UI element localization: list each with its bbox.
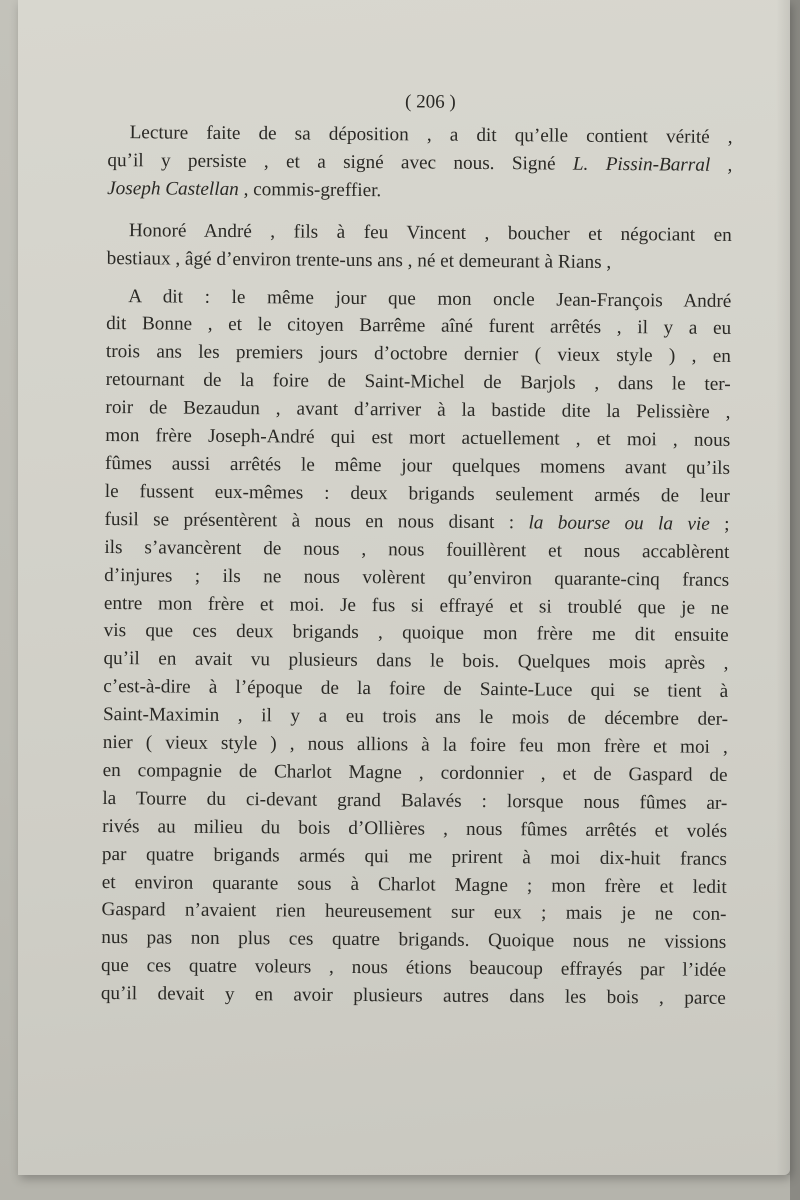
text-line: et environ quarante sous à Charlot Magne ; mon frère et ledit: [101, 871, 727, 898]
text-line: d’injures ; ils ne nous volèrent qu’environ quarante-cinq francs: [104, 564, 730, 591]
page-text: [101, 85, 733, 1013]
text-line: trois ans les premiers jours d’octobre dernier ( vieux style ) , en: [105, 341, 731, 368]
text-line: le fussent eux-mêmes : deux brigands seulement armés de leur: [104, 480, 730, 507]
witness-identity: [107, 217, 732, 278]
deposition-closing: [107, 119, 733, 208]
text-line: Honoré André , fils à feu Vincent , boucher et négociant en: [128, 219, 732, 246]
text-line: par quatre brigands armés qui me prirent à moi dix-huit francs: [101, 843, 728, 870]
text-line: que ces quatre voleurs , nous étions beaucoup effrayés par l’idée: [100, 955, 727, 982]
signature-name: L. Pissin-Barral ,: [572, 153, 733, 176]
text-line: Joseph Castellan , commis-greffier.: [107, 177, 382, 201]
text-line: entre mon frère et moi. Je fus si effrayé et si troublé que je ne: [103, 592, 729, 619]
text-line: mon frère Joseph-André qui est mort actuellement , et moi , nous: [105, 425, 731, 451]
text-line: nier ( vieux style ) , nous allions à la foire feu mon frère et moi ,: [102, 732, 728, 758]
text-line: dit Bonne , et le citoyen Barrême aîné furent arrêtés , il y a eu: [106, 313, 732, 340]
text-line: Lecture faite de sa déposition , a dit qu’elle contient vérité ,: [129, 122, 733, 148]
text-line: Gaspard n’avaient rien heureusement sur eux ; mais je ne con-: [101, 899, 727, 926]
text-line: qu’il devait y en avoir plusieurs autres dans les bois , parce: [100, 983, 726, 1010]
text-line: A dit : le même jour que mon oncle Jean-François André: [128, 285, 732, 312]
book-page: [18, 0, 790, 1175]
text-line: roir de Bezaudun , avant d’arriver à la bastide dite la Pelissière ,: [105, 397, 731, 424]
quoted-phrase: la bourse ou la vie: [528, 512, 710, 535]
text-line: la Tourre du ci-devant grand Balavés : lorsque nous fûmes ar-: [102, 787, 728, 814]
text-line: bestiaux , âgé d’environ trente-uns ans , né et demeurant à Rians ,: [106, 247, 612, 273]
text-line: rivés au milieu du bois d’Ollières , nous fûmes arrêtés et volés: [102, 815, 728, 842]
page-number: ( 206 ): [404, 91, 456, 113]
text-line: qu’il en avait vu plusieurs dans le bois. Quelques mois après ,: [103, 648, 729, 675]
testimony: [101, 283, 732, 1013]
text-line: fusil se présentèrent à nous en nous disant : la bourse ou la vie ;: [104, 508, 730, 535]
text-line: vis que ces deux brigands , quoique mon frère me dit ensuite: [103, 620, 729, 647]
text-line: ils s’avancèrent de nous , nous fouillèrent et nous accablèrent: [104, 536, 730, 563]
text-line: fûmes aussi arrêtés le même jour quelques momens avant qu’ils: [104, 452, 731, 479]
page-edge-shadow: [776, 0, 790, 1175]
text-line: c’est-à-dire à l’époque de la foire de Sainte-Luce qui se tient à: [103, 676, 729, 703]
text-line: nus pas non plus ces quatre brigands. Quoique nous ne vissions: [101, 927, 727, 954]
text-line: Saint-Maximin , il y a eu trois ans le mois de décembre der-: [102, 704, 729, 731]
text-line: en compagnie de Charlot Magne , cordonnier , et de Gaspard de: [102, 759, 728, 786]
clerk-name: Joseph Castellan: [107, 177, 239, 200]
text-line: retournant de la foire de Saint-Michel de Barjols , dans le ter-: [105, 369, 731, 396]
text-line: qu’il y persiste , et a signé avec nous. Signé L. Pissin-Barral ,: [107, 149, 733, 176]
